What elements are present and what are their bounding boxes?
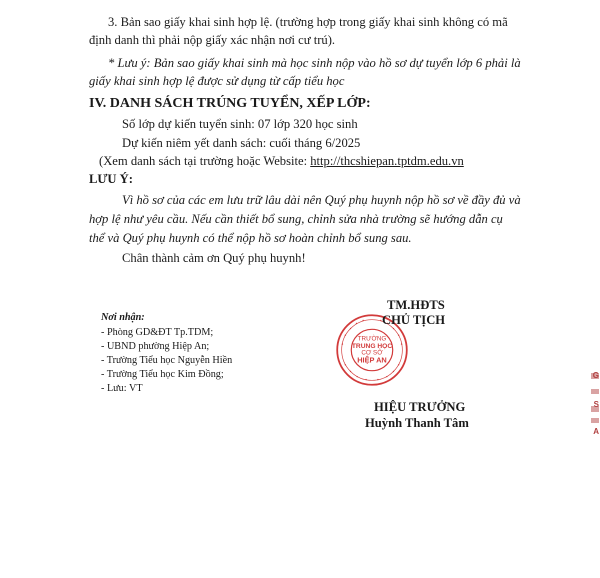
edge-bleed [586, 0, 600, 578]
section4-line2: Dự kiến niêm yết danh sách: cuối tháng 6/2025 [122, 136, 361, 150]
edge-letter: A [593, 427, 599, 436]
notice-heading: LƯU Ý: [89, 172, 133, 186]
recipient-item: - UBND phường Hiệp An; [101, 341, 210, 352]
section4-line1: Số lớp dự kiến tuyển sinh: 07 lớp 320 học sinh [122, 117, 358, 131]
website-link[interactable]: http://thcshiepan.tptdm.edu.vn [310, 154, 464, 168]
edge-mark [591, 418, 599, 423]
note-line1 [108, 54, 521, 72]
stamp-line-3: CƠ SỞ [361, 349, 383, 357]
website-prefix: (Xem danh sách tại trường hoặc Website: [99, 154, 311, 168]
recipient-item: - Trường Tiểu học Kim Đồng; [101, 369, 224, 380]
item3-line2: định danh thì phải nộp giấy xác nhận nơi cư trú). [89, 33, 336, 47]
notice-line2: hợp lệ như yêu cầu. Nếu cần thiết bổ sung, chỉnh sửa nhà trường sẽ hướng dẫn cụ [89, 212, 503, 226]
section4-heading: IV. DANH SÁCH TRÚNG TUYỂN, XẾP LỚP: [89, 96, 371, 111]
recipient-item: - Phòng GD&ĐT Tp.TDM; [101, 327, 214, 338]
stamp-line-1: TRƯỜNG [357, 335, 387, 343]
recipient-item: - Lưu: VT [101, 383, 143, 394]
edge-letter: G [592, 371, 599, 380]
section4-website-line [99, 152, 464, 170]
item3-line1: 3. Bản sao giấy khai sinh hợp lệ. (trường hợp trong giấy khai sinh không có mã [108, 15, 508, 29]
signature-role: CHỦ TỊCH [382, 313, 446, 327]
notice-line1: Vì hồ sơ của các em lưu trữ lâu dài nên Quý phụ huynh nộp hồ sơ về đầy đủ và [122, 193, 521, 207]
stamp-line-2: TRUNG HỌC [351, 342, 393, 350]
thanks-line: Chân thành cảm ơn Quý phụ huynh! [122, 251, 306, 265]
recipients-title: Nơi nhận: [101, 312, 145, 323]
recipient-item: - Trường Tiểu học Nguyễn Hiền [101, 355, 233, 366]
edge-letter: S [593, 400, 599, 409]
note-line2: giấy khai sinh hợp lệ được sử dụng từ cấp tiểu học [89, 74, 345, 88]
signature-on-behalf: TM.HĐTS [387, 298, 445, 312]
signature-title: HIỆU TRƯỞNG [374, 400, 466, 414]
signature-name: Huỳnh Thanh Tâm [365, 416, 469, 430]
stamp-line-4: HIỆP AN [357, 355, 387, 365]
note-label: * Lưu ý [108, 56, 147, 70]
notice-line3: thể và Quý phụ huynh có thể nộp hồ sơ hoàn chỉnh bổ sung sau. [89, 231, 412, 245]
note-line1-rest: : Bản sao giấy khai sinh mà học sinh nộp vào hồ sơ dự tuyển lớp 6 phải là [146, 56, 521, 70]
edge-mark [591, 389, 599, 394]
